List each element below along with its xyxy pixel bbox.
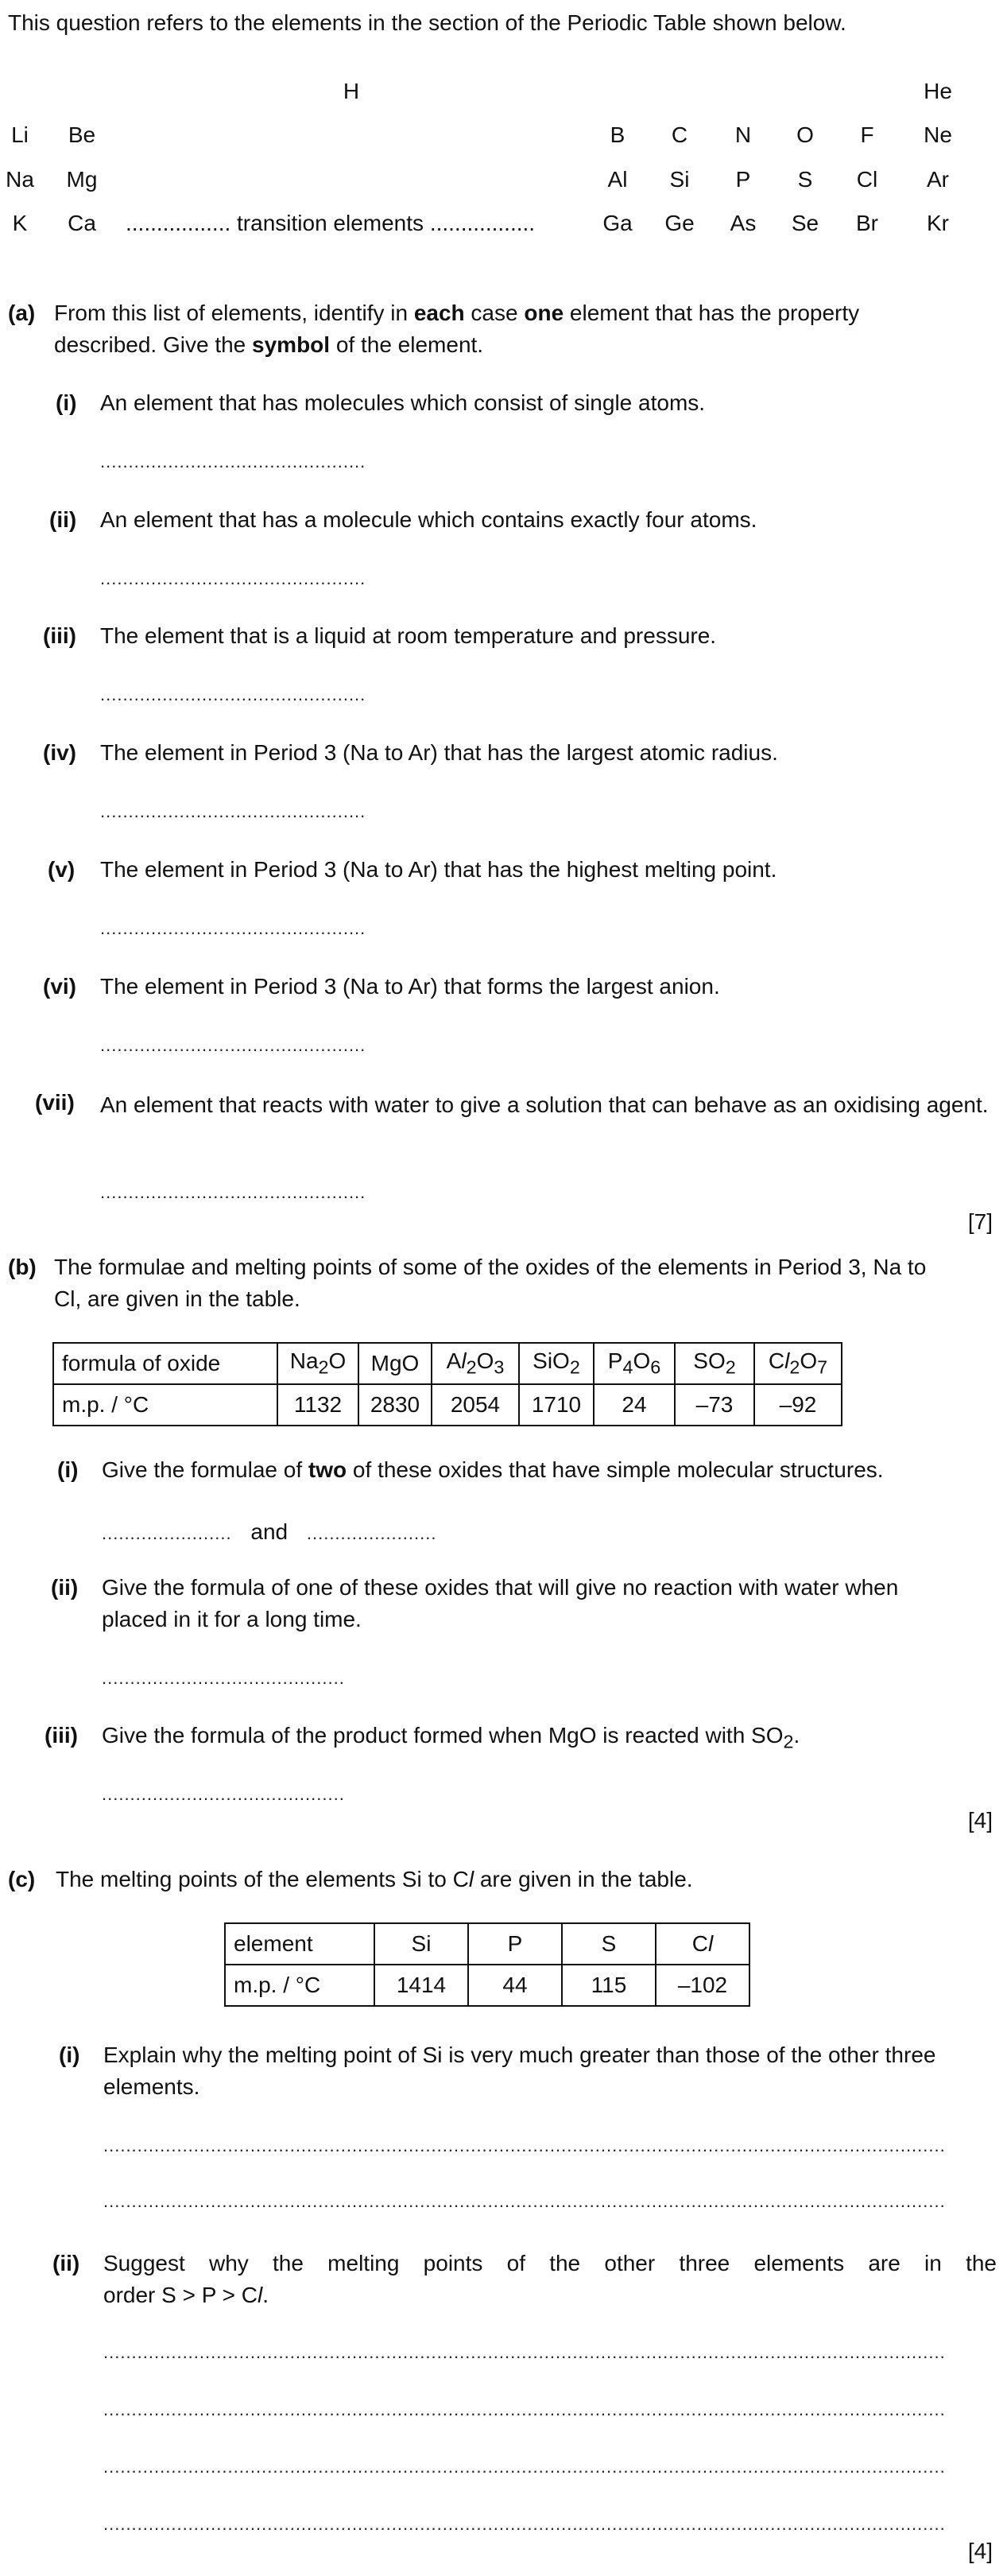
part-a-stem-line2: described. Give the symbol of the element. bbox=[54, 332, 484, 357]
answer-line[interactable]: ............................................... bbox=[100, 918, 366, 938]
part-a-label: (a) bbox=[8, 301, 36, 325]
answer-line[interactable]: ........................................... bbox=[102, 1784, 345, 1804]
transition-elements-label: ................. transition elements ................. bbox=[126, 211, 536, 235]
element-cell: Al bbox=[607, 167, 628, 192]
question-number: (i) bbox=[59, 2043, 80, 2067]
answer-line[interactable]: ............................................... bbox=[100, 452, 366, 471]
element-cell: Se bbox=[791, 211, 819, 235]
question-text: Give the formula of one of these oxides that will give no reaction with water when bbox=[102, 1575, 899, 1600]
element-cell: P bbox=[735, 167, 751, 192]
question-text: An element that reacts with water to give a solution that can behave as an oxidising agent. bbox=[100, 1092, 989, 1117]
question-number: (ii) bbox=[52, 2251, 80, 2275]
element-cell: Ge bbox=[664, 211, 695, 235]
part-b-stem-line1: The formulae and melting points of some of the oxides of the elements in Period 3, Na to bbox=[54, 1255, 927, 1279]
question-text: The element in Period 3 (Na to Ar) that has the highest melting point. bbox=[100, 857, 777, 882]
element-cell: Na bbox=[6, 167, 34, 192]
table-cell: Si bbox=[374, 1923, 468, 1965]
table-cell: –92 bbox=[754, 1384, 842, 1426]
question-text: Give the formulae of two of these oxides that have simple molecular structures. bbox=[102, 1457, 884, 1482]
question-text: order S > P > Cl. bbox=[103, 2283, 269, 2307]
table-cell: S bbox=[562, 1923, 656, 1965]
question-number: (v) bbox=[48, 857, 76, 882]
table-header-cell: element bbox=[225, 1923, 374, 1965]
element-cell: Si bbox=[669, 167, 690, 192]
table-cell: –102 bbox=[656, 1965, 749, 2006]
part-b-label: (b) bbox=[8, 1255, 37, 1279]
element-cell: O bbox=[796, 122, 814, 147]
table-cell: Cl bbox=[656, 1923, 749, 1965]
question-text: The element in Period 3 (Na to Ar) that has the largest atomic radius. bbox=[100, 740, 778, 765]
marks-badge: [7] bbox=[967, 1209, 993, 1234]
answer-line[interactable]: ..................................................................................................................................................... bbox=[103, 2136, 946, 2155]
element-cell: N bbox=[734, 122, 752, 147]
marks-badge: [4] bbox=[967, 2539, 993, 2563]
element-mp-table bbox=[224, 1922, 750, 2007]
answer-line[interactable]: ..................................................................................................................................................... bbox=[103, 2342, 946, 2362]
answer-line[interactable]: ........................................... bbox=[102, 1668, 345, 1688]
question-number: (iii) bbox=[43, 623, 76, 648]
answer-line[interactable]: ............................................... bbox=[100, 1035, 366, 1055]
question-text: The element in Period 3 (Na to Ar) that forms the largest anion. bbox=[100, 974, 720, 999]
question-text: An element that has molecules which consist of single atoms. bbox=[100, 390, 706, 415]
answer-line[interactable]: ..................................................................................................................................................... bbox=[103, 2399, 946, 2419]
question-number: (i) bbox=[57, 1457, 79, 1482]
table-row bbox=[225, 1923, 749, 1965]
question-text: placed in it for a long time. bbox=[102, 1607, 362, 1631]
element-cell: Ca bbox=[68, 211, 96, 235]
table-header-cell: formula of oxide bbox=[53, 1343, 277, 1384]
element-cell: Li bbox=[11, 122, 29, 147]
table-cell: SiO$_2$ bbox=[519, 1343, 594, 1384]
question-number: (ii) bbox=[49, 507, 77, 532]
table-cell: $Cl_2O_7$ bbox=[754, 1343, 842, 1384]
part-b-stem-line2: Cl, are given in the table. bbox=[54, 1286, 300, 1311]
table-cell: MgO bbox=[358, 1343, 432, 1384]
question-text: elements. bbox=[103, 2074, 200, 2099]
question-text: Give the formula of the product formed when MgO is reacted with $SO_2$. bbox=[102, 1723, 800, 1752]
table-cell: $Al_2O_3$ bbox=[432, 1343, 519, 1384]
element-cell: B bbox=[610, 122, 626, 147]
element-cell: As bbox=[730, 211, 757, 235]
intro-text: This question refers to the elements in the section of the Periodic Table shown below. bbox=[8, 10, 846, 35]
question-number: (ii) bbox=[51, 1575, 79, 1600]
table-cell: $SO_2$ bbox=[675, 1343, 754, 1384]
answer-line[interactable]: ..................................................................................................................................................... bbox=[103, 2191, 946, 2211]
element-cell: K bbox=[12, 211, 28, 235]
element-he: He bbox=[924, 79, 952, 103]
element-cell: S bbox=[797, 167, 813, 192]
table-cell: 2830 bbox=[358, 1384, 432, 1426]
answer-line[interactable]: ..................................................................................................................................................... bbox=[103, 2457, 946, 2477]
question-number: (iv) bbox=[43, 740, 76, 765]
question-text: The element that is a liquid at room temperature and pressure. bbox=[100, 623, 717, 648]
part-a-stem-line1: From this list of elements, identify in each case one element that has the property bbox=[54, 301, 860, 325]
question-number: (i) bbox=[56, 390, 77, 415]
element-cell: Ga bbox=[602, 211, 633, 235]
answer-line[interactable]: ............................................... bbox=[100, 1182, 366, 1202]
part-c-label: (c) bbox=[8, 1867, 36, 1891]
table-cell: 2054 bbox=[432, 1384, 519, 1426]
element-cell: Ne bbox=[924, 122, 952, 147]
table-cell: P bbox=[468, 1923, 562, 1965]
element-cell: Cl bbox=[856, 167, 878, 192]
answer-line[interactable]: ............................................... bbox=[100, 685, 366, 704]
answer-line[interactable]: ....................... bbox=[102, 1523, 232, 1543]
question-number: (vi) bbox=[43, 974, 76, 999]
table-cell: 115 bbox=[562, 1965, 656, 2006]
element-cell: Kr bbox=[927, 211, 949, 235]
table-cell: 44 bbox=[468, 1965, 562, 2006]
table-header-cell: m.p. / °C bbox=[225, 1965, 374, 2006]
table-header-cell: m.p. / °C bbox=[53, 1384, 277, 1426]
table-cell: $P_4O_6$ bbox=[594, 1343, 675, 1384]
element-cell: Mg bbox=[66, 167, 98, 192]
element-cell: C bbox=[671, 122, 688, 147]
question-number: (iii) bbox=[45, 1723, 78, 1748]
table-cell: 24 bbox=[594, 1384, 675, 1426]
table-cell: 1710 bbox=[519, 1384, 594, 1426]
element-cell: Br bbox=[856, 211, 878, 235]
question-text: Suggest why the melting points of the other three elements are in the bbox=[103, 2251, 997, 2275]
answer-line[interactable]: ....................... bbox=[306, 1523, 437, 1543]
element-cell: Be bbox=[68, 122, 96, 147]
answer-line[interactable]: ..................................................................................................................................................... bbox=[103, 2514, 946, 2534]
element-h: H bbox=[343, 79, 360, 103]
marks-badge: [4] bbox=[967, 1808, 993, 1833]
table-cell: 1132 bbox=[277, 1384, 358, 1426]
element-cell: F bbox=[860, 122, 874, 147]
table-row bbox=[53, 1384, 842, 1426]
answer-line[interactable]: ............................................... bbox=[100, 568, 366, 588]
question-number: (vii) bbox=[35, 1090, 75, 1115]
table-row bbox=[53, 1343, 842, 1384]
table-row bbox=[225, 1965, 749, 2006]
table-cell: $Na_2O$ bbox=[277, 1343, 358, 1384]
and-label: and bbox=[250, 1519, 289, 1544]
question-text: An element that has a molecule which contains exactly four atoms. bbox=[100, 507, 757, 532]
table-cell: –73 bbox=[675, 1384, 754, 1426]
part-c-stem: The melting points of the elements Si to Cl are given in the table. bbox=[56, 1867, 693, 1891]
answer-line[interactable]: ............................................... bbox=[100, 801, 366, 821]
answer-pair bbox=[102, 1519, 436, 1546]
question-text: Explain why the melting point of Si is very much greater than those of the other three bbox=[103, 2043, 936, 2067]
element-cell: Ar bbox=[927, 167, 949, 192]
oxide-table bbox=[52, 1342, 842, 1426]
table-cell: 1414 bbox=[374, 1965, 468, 2006]
